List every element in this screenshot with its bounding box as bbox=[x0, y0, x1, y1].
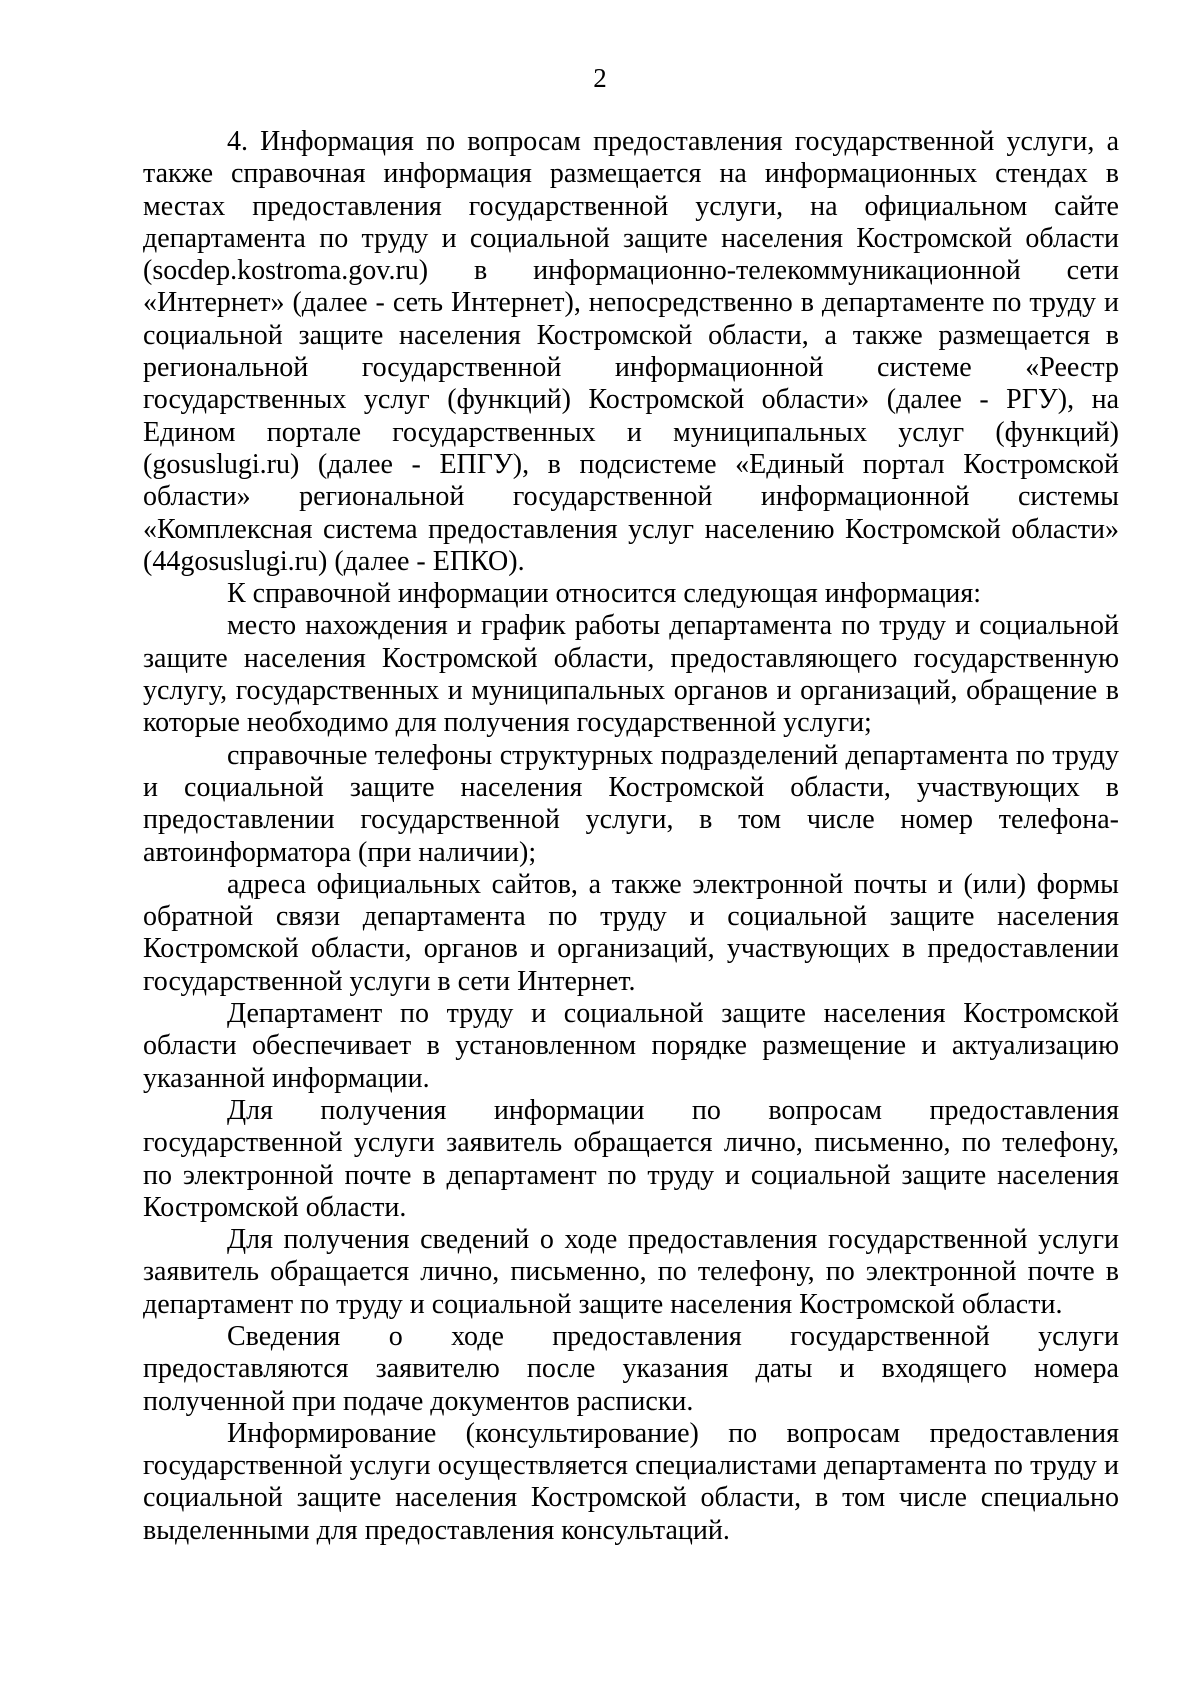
paragraph-reference-info-intro: К справочной информации относится следующая информация: bbox=[227, 578, 982, 610]
page-number: 2 bbox=[593, 63, 607, 93]
paragraph-reference-phones: справочные телефоны структурных подразделений департамента по труду и социальной защите населения Костромской области, участвующих в предоставлении государственной услуги, в том числе номер телефона-автоинформатора (при наличии); bbox=[143, 739, 1119, 868]
paragraph-location-schedule: место нахождения и график работы департамента по труду и социальной защите населения Костромской области, предоставляющего государственную услугу, государственных и муниципальных органов и организаций, обращение в которые необходимо для получения государственной услуги; bbox=[143, 610, 1119, 739]
paragraph-information-sources: 4. Информация по вопросам предоставления государственной услуги, а также справочная информация размещается на информационных стендах в местах предоставления государственной услуги, на официальном сайте департамента по труду и социальной защите населения Костромской области (socdep.kostroma.gov.ru) в информационно-телекоммуникационной сети «Интернет» (далее - сеть Интернет), непосредственно в департаменте по труду и социальной защите населения Костромской области, а также размещается в региональной государственной информационной системе «Реестр государственных услуг (функций) Костромской области» (далее - РГУ), на Едином портале государственных и муниципальных услуг (функций) (gosuslugi.ru) (далее - ЕПГУ), в подсистеме «Единый портал Костромской области» региональной государственной информационной системы «Комплексная система предоставления услуг населению Костромской области» (44gosuslugi.ru) (далее - ЕПКО). bbox=[143, 126, 1119, 577]
paragraph-consultations: Информирование (консультирование) по вопросам предоставления государственной услуги осуществляется специалистами департамента по труду и социальной защите населения Костромской области, в том числе специально выделенными для предоставления консультаций. bbox=[143, 1417, 1119, 1546]
paragraph-department-updates: Департамент по труду и социальной защите населения Костромской области обеспечивает в установленном порядке размещение и актуализацию указанной информации. bbox=[143, 998, 1119, 1094]
document-body bbox=[143, 126, 1119, 1547]
paragraph-websites-email: адреса официальных сайтов, а также электронной почты и (или) формы обратной связи департамента по труду и социальной защите населения Костромской области, органов и организаций, участвующих в предоставлении государственной услуги в сети Интернет. bbox=[143, 868, 1119, 997]
paragraph-service-progress: Для получения сведений о ходе предоставления государственной услуги заявитель обращается лично, письменно, по телефону, по электронной почте в департамент по труду и социальной защите населения Костромской области. bbox=[143, 1224, 1119, 1320]
paragraph-obtaining-information: Для получения информации по вопросам предоставления государственной услуги заявитель обращается лично, письменно, по телефону, по электронной почте в департамент по труду и социальной защите населения Костромской области. bbox=[143, 1094, 1119, 1223]
paragraph-progress-details: Сведения о ходе предоставления государственной услуги предоставляются заявителю после указания даты и входящего номера полученной при подаче документов расписки. bbox=[143, 1320, 1119, 1417]
